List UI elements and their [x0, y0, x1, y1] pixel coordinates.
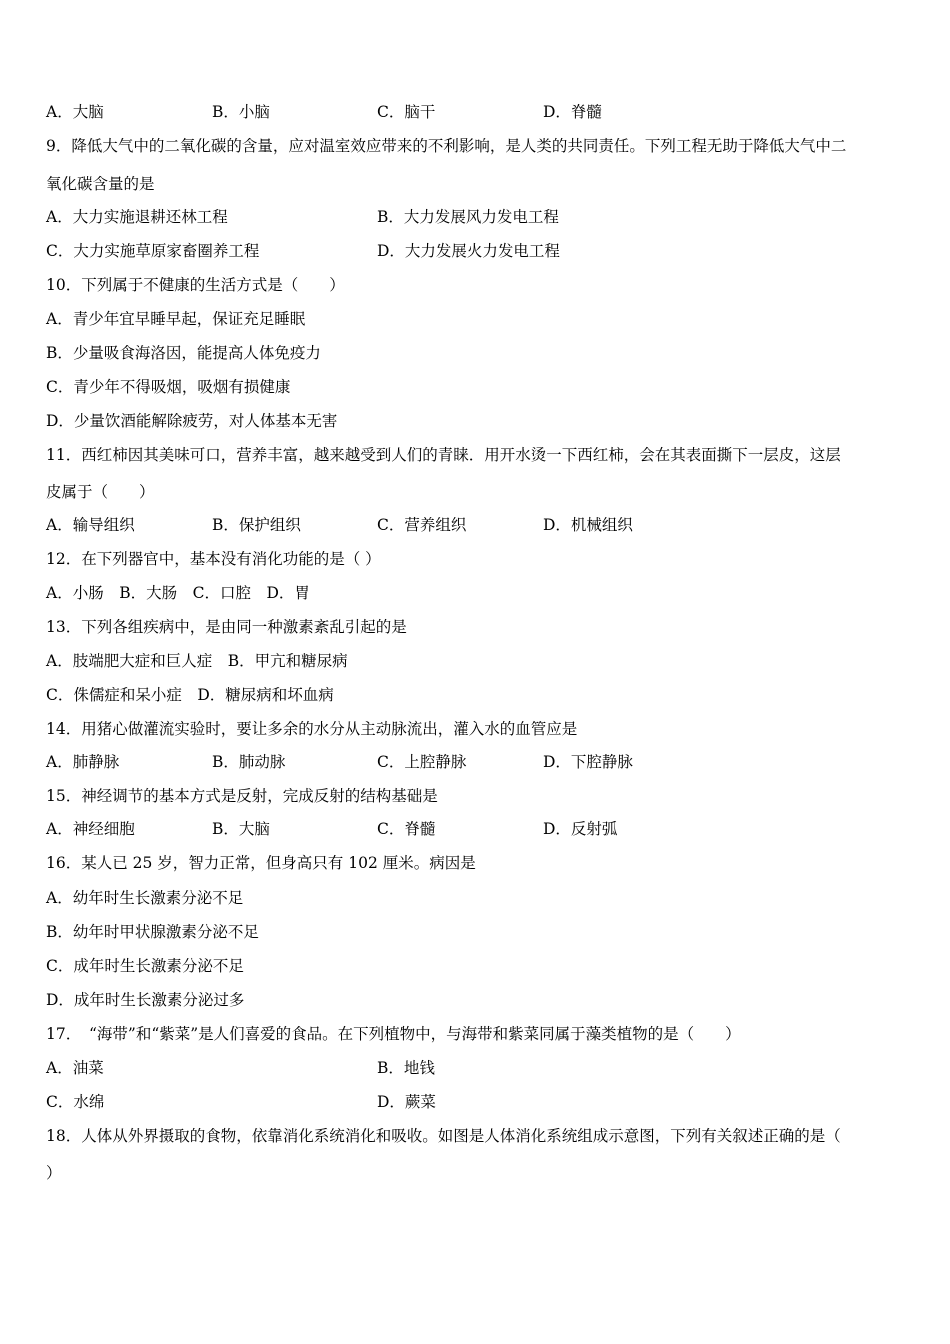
- q16-option-a: A．幼年时生长激素分泌不足: [46, 889, 244, 907]
- q12-stem: 12．在下列器官中，基本没有消化功能的是（ ）: [46, 550, 381, 568]
- q16-option-d: D．成年时生长激素分泌过多: [46, 991, 245, 1009]
- q11-option-c: C．营养组织: [377, 516, 467, 534]
- q11-option-a: A．输导组织: [46, 516, 135, 534]
- q15-option-a: A．神经细胞: [46, 820, 135, 838]
- q12-options: A．小肠 B．大肠 C．口腔 D．胃: [46, 584, 310, 602]
- q10-option-a: A．青少年宜早睡早起，保证充足睡眠: [46, 310, 306, 328]
- q11-option-d: D．机械组织: [543, 516, 633, 534]
- q9-option-d: D．大力发展火力发电工程: [377, 242, 560, 260]
- q8-option-d: D．脊髓: [543, 103, 602, 121]
- q11-stem-line2: 皮属于（ ）: [46, 483, 155, 501]
- q8-option-a: A．大脑: [46, 103, 104, 121]
- q14-option-b: B．肺动脉: [212, 753, 286, 771]
- q15-option-b: B．大脑: [212, 820, 270, 838]
- q18-stem-line2: ）: [46, 1164, 62, 1182]
- q17-option-b: B．地钱: [377, 1059, 435, 1077]
- q11-stem-line1: 11．西红柿因其美味可口，营养丰富，越来越受到人们的青睐．用开水烫一下西红柿，会在其表面撕下一层皮，这层: [46, 446, 841, 464]
- q14-option-c: C．上腔静脉: [377, 753, 467, 771]
- q16-option-b: B．幼年时甲状腺激素分泌不足: [46, 923, 259, 941]
- q9-option-b: B．大力发展风力发电工程: [377, 208, 559, 226]
- q14-option-d: D．下腔静脉: [543, 753, 633, 771]
- q16-option-c: C．成年时生长激素分泌不足: [46, 957, 244, 975]
- q17-option-d: D．蕨菜: [377, 1093, 436, 1111]
- q13-options-line1: A．肢端肥大症和巨人症 B．甲亢和糖尿病: [46, 652, 348, 670]
- q10-option-b: B．少量吸食海洛因，能提高人体免疫力: [46, 344, 321, 362]
- q9-option-c: C．大力实施草原家畜圈养工程: [46, 242, 260, 260]
- q13-stem: 13．下列各组疾病中，是由同一种激素紊乱引起的是: [46, 618, 407, 636]
- q14-stem: 14．用猪心做灌流实验时，要让多余的水分从主动脉流出，灌入水的血管应是: [46, 720, 578, 738]
- q17-stem: 17． “海带”和“紫菜”是人们喜爱的食品。在下列植物中，与海带和紫菜同属于藻类植物的是（ ）: [46, 1025, 741, 1043]
- q15-stem: 15．神经调节的基本方式是反射，完成反射的结构基础是: [46, 787, 438, 805]
- q10-option-c: C．青少年不得吸烟，吸烟有损健康: [46, 378, 291, 396]
- q17-option-c: C．水绵: [46, 1093, 105, 1111]
- q10-option-d: D．少量饮酒能解除疲劳，对人体基本无害: [46, 412, 338, 430]
- q15-option-c: C．脊髓: [377, 820, 436, 838]
- q9-option-a: A．大力实施退耕还林工程: [46, 208, 228, 226]
- q18-stem-line1: 18．人体从外界摄取的食物，依靠消化系统消化和吸收。如图是人体消化系统组成示意图，下列有关叙述正确的是（: [46, 1127, 841, 1145]
- q8-option-b: B．小脑: [212, 103, 270, 121]
- q17-option-a: A．油菜: [46, 1059, 104, 1077]
- q14-option-a: A．肺静脉: [46, 753, 120, 771]
- q10-stem: 10．下列属于不健康的生活方式是（ ）: [46, 276, 345, 294]
- q9-stem-line1: 9．降低大气中的二氧化碳的含量，应对温室效应带来的不利影响，是人类的共同责任。下列工程无助于降低大气中二: [46, 137, 847, 155]
- q9-stem-line2: 氧化碳含量的是: [46, 175, 155, 193]
- q8-option-c: C．脑干: [377, 103, 436, 121]
- q15-option-d: D．反射弧: [543, 820, 618, 838]
- q16-stem: 16．某人已 25 岁，智力正常，但身高只有 102 厘米。病因是: [46, 854, 476, 872]
- q11-option-b: B．保护组织: [212, 516, 301, 534]
- q13-options-line2: C．侏儒症和呆小症 D．糖尿病和坏血病: [46, 686, 334, 704]
